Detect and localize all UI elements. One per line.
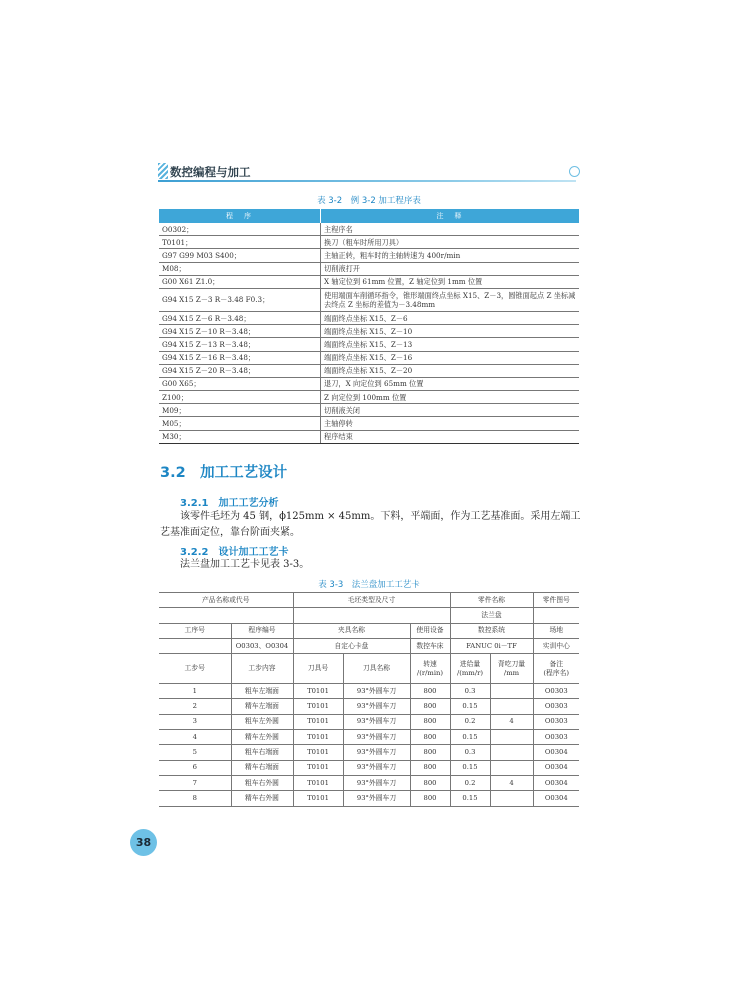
- speed-cell: 800: [410, 775, 450, 790]
- step-header-row: [159, 654, 579, 684]
- depth-cell: [490, 760, 533, 775]
- step-cell: 4: [159, 730, 231, 745]
- table-row: [159, 275, 579, 288]
- program-cell: M08；: [159, 262, 321, 275]
- tool-name-cell: 93°外圆车刀: [343, 775, 410, 790]
- step-cell: 5: [159, 745, 231, 760]
- note-cell: O0304: [533, 791, 579, 806]
- comment-column-header: 注 释: [321, 209, 580, 223]
- note-cell: O0304: [533, 745, 579, 760]
- table-row: [159, 249, 579, 262]
- tool-no-cell: T0101: [293, 775, 343, 790]
- table-row: [159, 684, 579, 699]
- step-cell: 3: [159, 714, 231, 729]
- table-row: [159, 338, 579, 351]
- info-row: [159, 608, 579, 623]
- table-row: [159, 699, 579, 714]
- info-row: [159, 638, 579, 653]
- prog-no-header: 程序编号: [231, 623, 293, 638]
- table-row: [159, 325, 579, 338]
- speed-cell: 800: [410, 699, 450, 714]
- tool-no-cell: T0101: [293, 684, 343, 699]
- site-header: 场地: [533, 623, 579, 638]
- site-value: 实训中心: [533, 638, 579, 653]
- program-cell: G94 X15 Z－6 R－3.48；: [159, 311, 321, 324]
- tool-no-cell: T0101: [293, 699, 343, 714]
- program-cell: G94 X15 Z－16 R－3.48；: [159, 351, 321, 364]
- depth-header-line1: 背吃刀量: [497, 659, 526, 668]
- table-row: [159, 391, 579, 404]
- tool-name-cell: 93°外圆车刀: [343, 699, 410, 714]
- product-header: 产品名称或代号: [159, 593, 293, 608]
- info-row: [159, 593, 579, 608]
- tool-name-cell: 93°外圆车刀: [343, 791, 410, 806]
- program-cell: O0302；: [159, 223, 321, 236]
- note-header: [533, 654, 579, 684]
- tool-name-cell: 93°外圆车刀: [343, 730, 410, 745]
- table-row: [159, 377, 579, 390]
- fixture-value: 自定心卡盘: [293, 638, 410, 653]
- table-row: [159, 364, 579, 377]
- table-row: [159, 288, 579, 311]
- comment-cell: 主轴停转: [321, 417, 580, 430]
- table-row: [159, 745, 579, 760]
- depth-cell: [490, 684, 533, 699]
- depth-header-line2: /mm: [503, 668, 520, 677]
- comment-cell: 切削液关闭: [321, 404, 580, 417]
- table-row: [159, 730, 579, 745]
- depth-header: [490, 654, 533, 684]
- note-cell: O0304: [533, 775, 579, 790]
- table-row: [159, 311, 579, 324]
- note-cell: O0304: [533, 760, 579, 775]
- subsection-title-analysis: 3.2.1 加工工艺分析: [180, 498, 279, 509]
- comment-cell: 端面终点坐标 X15、Z－13: [321, 338, 580, 351]
- tool-no-header: 刀具号: [293, 654, 343, 684]
- part-drawing-value: [533, 608, 579, 623]
- paragraph-line: 艺基准面定位，靠台阶面夹紧。: [160, 527, 300, 538]
- paragraph-line: 法兰盘加工工艺卡见表 3-3。: [180, 559, 310, 570]
- tool-name-cell: 93°外圆车刀: [343, 745, 410, 760]
- header-rule: [158, 180, 576, 182]
- depth-cell: 4: [490, 714, 533, 729]
- page-number: 38: [130, 829, 157, 856]
- program-cell: G00 X65；: [159, 377, 321, 390]
- program-cell: G00 X61 Z1.0；: [159, 275, 321, 288]
- feed-cell: 0.15: [450, 730, 490, 745]
- equipment-header: 使用设备: [410, 623, 450, 638]
- tool-name-header: 刀具名称: [343, 654, 410, 684]
- running-header-title: 数控编程与加工: [170, 165, 251, 179]
- program-cell: M30；: [159, 430, 321, 443]
- content-cell: 精车右外圆: [231, 791, 293, 806]
- table-row: [159, 791, 579, 806]
- feed-cell: 0.3: [450, 745, 490, 760]
- program-cell: M05；: [159, 417, 321, 430]
- comment-cell: 端面终点坐标 X15、Z－6: [321, 311, 580, 324]
- comment-cell: 切削液打开: [321, 262, 580, 275]
- speed-cell: 800: [410, 684, 450, 699]
- proc-no-header: 工序号: [159, 623, 231, 638]
- comment-cell: 退刀，X 向定位到 65mm 位置: [321, 377, 580, 390]
- comment-cell: Z 向定位到 100mm 位置: [321, 391, 580, 404]
- speed-cell: 800: [410, 745, 450, 760]
- program-table-body: [159, 223, 579, 443]
- comment-cell: 程序结束: [321, 430, 580, 443]
- depth-cell: [490, 745, 533, 760]
- feed-header-line2: /(mm/r): [456, 668, 484, 677]
- depth-cell: [490, 791, 533, 806]
- speed-cell: 800: [410, 730, 450, 745]
- prog-no-value: O0303、O0304: [231, 638, 293, 653]
- blank-value: [293, 608, 450, 623]
- note-cell: O0303: [533, 684, 579, 699]
- tool-name-cell: 93°外圆车刀: [343, 684, 410, 699]
- step-cell: 1: [159, 684, 231, 699]
- feed-cell: 0.15: [450, 791, 490, 806]
- table-row: [159, 236, 579, 249]
- subsection-title-process-card: 3.2.2 设计加工工艺卡: [180, 547, 289, 558]
- speed-cell: 800: [410, 760, 450, 775]
- table1-caption: 表 3-2 例 3-2 加工程序表: [317, 196, 421, 206]
- content-cell: 粗车左外圆: [231, 714, 293, 729]
- speed-header-line2: /(r/min): [416, 668, 444, 677]
- content-cell: 粗车左端面: [231, 684, 293, 699]
- program-cell: G94 X15 Z－13 R－3.48；: [159, 338, 321, 351]
- tool-no-cell: T0101: [293, 714, 343, 729]
- comment-cell: 换刀（粗车时所用刀具）: [321, 236, 580, 249]
- feed-cell: 0.2: [450, 775, 490, 790]
- process-card-table: [159, 592, 579, 807]
- paragraph-line: 该零件毛坯为 45 钢，ϕ125mm × 45mm。下料，平端面，作为工艺基准面。采用左端工: [180, 511, 581, 522]
- content-cell: 精车左端面: [231, 699, 293, 714]
- table-row: [159, 223, 579, 236]
- program-cell: Z100；: [159, 391, 321, 404]
- part-drawing-header: 零件图号: [533, 593, 579, 608]
- info-row: [159, 623, 579, 638]
- content-cell: 粗车右外圆: [231, 775, 293, 790]
- feed-header-line1: 进给量: [459, 659, 481, 668]
- tool-no-cell: T0101: [293, 791, 343, 806]
- content-cell: 粗车右端面: [231, 745, 293, 760]
- speed-header-line1: 转速: [423, 659, 437, 668]
- table-row: [159, 760, 579, 775]
- table2-caption: 表 3-3 法兰盘加工工艺卡: [318, 580, 420, 590]
- tool-no-cell: T0101: [293, 745, 343, 760]
- program-table-header: [159, 209, 579, 223]
- product-value: [159, 608, 293, 623]
- step-cell: 2: [159, 699, 231, 714]
- step-cell: 7: [159, 775, 231, 790]
- program-cell: T0101；: [159, 236, 321, 249]
- content-header: 工步内容: [231, 654, 293, 684]
- note-header-line1: 备注: [549, 659, 564, 668]
- program-column-header: 程 序: [159, 209, 321, 223]
- cnc-value: FANUC 0i－TF: [450, 638, 533, 653]
- comment-cell: 使用端面车削循环指令，锥形端面终点坐标 X15、Z－3，圆锥面起点 Z 坐标减去终点 Z 坐标的差值为－3.48mm: [321, 288, 580, 311]
- depth-cell: [490, 730, 533, 745]
- program-cell: G94 X15 Z－20 R－3.48；: [159, 364, 321, 377]
- equipment-value: 数控车床: [410, 638, 450, 653]
- comment-cell: 主程序名: [321, 223, 580, 236]
- comment-cell: 主轴正转，粗车时的主轴转速为 400r/min: [321, 249, 580, 262]
- comment-cell: 端面终点坐标 X15、Z－10: [321, 325, 580, 338]
- cnc-header: 数控系统: [450, 623, 533, 638]
- step-cell: 6: [159, 760, 231, 775]
- program-cell: M09；: [159, 404, 321, 417]
- table-row: [159, 351, 579, 364]
- note-cell: O0303: [533, 714, 579, 729]
- table-row: [159, 430, 579, 443]
- note-cell: O0303: [533, 730, 579, 745]
- speed-cell: 800: [410, 714, 450, 729]
- tool-name-cell: 93°外圆车刀: [343, 760, 410, 775]
- feed-cell: 0.3: [450, 684, 490, 699]
- tool-no-cell: T0101: [293, 760, 343, 775]
- table-row: [159, 404, 579, 417]
- depth-cell: 4: [490, 775, 533, 790]
- comment-cell: 端面终点坐标 X15、Z－16: [321, 351, 580, 364]
- note-cell: O0303: [533, 699, 579, 714]
- part-name-value: 法兰盘: [450, 608, 533, 623]
- comment-cell: 端面终点坐标 X15、Z－20: [321, 364, 580, 377]
- step-header: 工步号: [159, 654, 231, 684]
- feed-header: [450, 654, 490, 684]
- tool-no-cell: T0101: [293, 730, 343, 745]
- step-cell: 8: [159, 791, 231, 806]
- part-name-header: 零件名称: [450, 593, 533, 608]
- tool-name-cell: 93°外圆车刀: [343, 714, 410, 729]
- note-header-line2: (程序名): [543, 668, 570, 677]
- table-row: [159, 417, 579, 430]
- feed-cell: 0.15: [450, 760, 490, 775]
- feed-cell: 0.15: [450, 699, 490, 714]
- blank-header: 毛坯类型及尺寸: [293, 593, 450, 608]
- content-cell: 精车左外圆: [231, 730, 293, 745]
- program-table: [159, 209, 579, 444]
- program-cell: G94 X15 Z－10 R－3.48；: [159, 325, 321, 338]
- speed-header: [410, 654, 450, 684]
- table-row: [159, 714, 579, 729]
- table-row: [159, 775, 579, 790]
- speed-cell: 800: [410, 791, 450, 806]
- program-cell: G97 G99 M03 S400；: [159, 249, 321, 262]
- process-card-body: [159, 593, 579, 807]
- fixture-header: 夹具名称: [293, 623, 410, 638]
- header-stripe-decoration: [158, 163, 168, 179]
- feed-cell: 0.2: [450, 714, 490, 729]
- content-cell: 精车右端面: [231, 760, 293, 775]
- proc-no-value: [159, 638, 231, 653]
- header-circle-decoration: [569, 166, 580, 177]
- comment-cell: X 轴定位到 61mm 位置，Z 轴定位到 1mm 位置: [321, 275, 580, 288]
- table-row: [159, 262, 579, 275]
- program-cell: G94 X15 Z－3 R－3.48 F0.3；: [159, 288, 321, 311]
- depth-cell: [490, 699, 533, 714]
- section-title: 3.2 加工工艺设计: [160, 465, 288, 481]
